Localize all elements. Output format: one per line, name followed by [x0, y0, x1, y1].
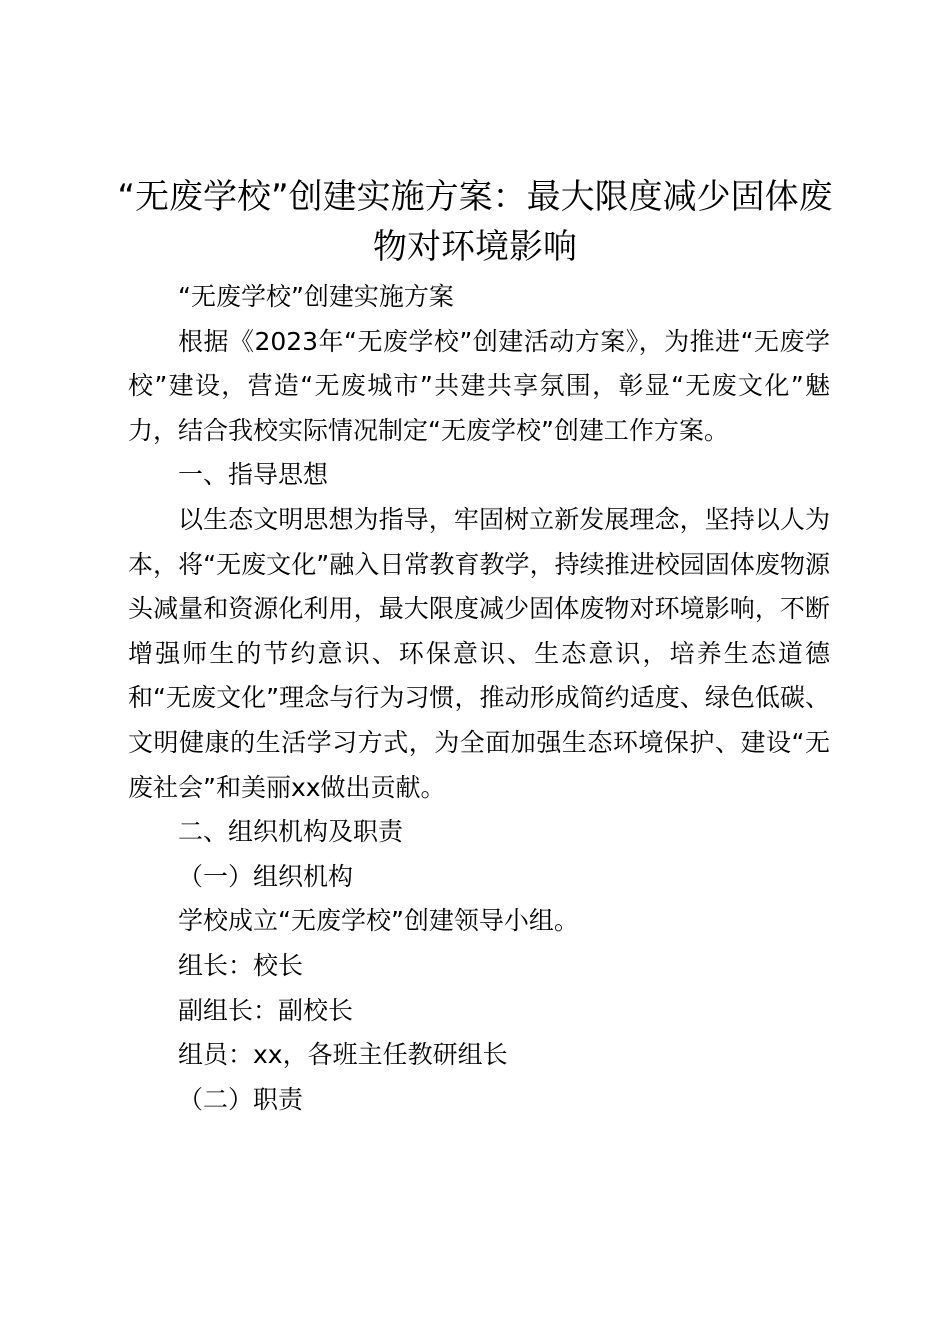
- subsection-heading-duties: （二）职责: [178, 1084, 304, 1114]
- document-body: [128, 275, 830, 1122]
- members-line: 组员：xx，各班主任教研组长: [178, 1040, 508, 1070]
- section-heading-organization: 二、组织机构及职责: [178, 817, 404, 847]
- deputy-leader-line: 副组长：副校长: [178, 995, 354, 1025]
- leadership-group-paragraph: 学校成立“无废学校”创建领导小组。: [178, 906, 579, 936]
- document-title: “无废学校”创建实施方案：最大限度减少固体废物对环境影响: [117, 177, 833, 267]
- subsection-heading-organization: （一）组织机构: [178, 861, 354, 891]
- intro-paragraph: 根据《2023年“无废学校”创建活动方案》，为推进“无废学校”建设，营造“无废城市”共建共享氛围，彰显“无废文化”魅力，结合我校实际情况制定“无废学校”创建工作方案。: [128, 326, 830, 445]
- guiding-thought-paragraph: 以生态文明思想为指导，牢固树立新发展理念，坚持以人为本，将“无废文化”融入日常教育教学，持续推进校园固体废物源头减量和资源化利用，最大限度减少固体废物对环境影响，不断增强师生的节约意识、环保意识、生态意识，培养生态道德和“无废文化”理念与行为习惯，推动形成简约适度、绿色低碳、文明健康的生活学习方式，为全面加强生态环境保护、建设“无废社会”和美丽xx做出贡献。: [128, 504, 830, 802]
- group-leader-line: 组长：校长: [178, 950, 304, 980]
- subtitle-paragraph: “无废学校”创建实施方案: [178, 282, 454, 311]
- section-heading-guiding-thought: 一、指导思想: [178, 460, 329, 490]
